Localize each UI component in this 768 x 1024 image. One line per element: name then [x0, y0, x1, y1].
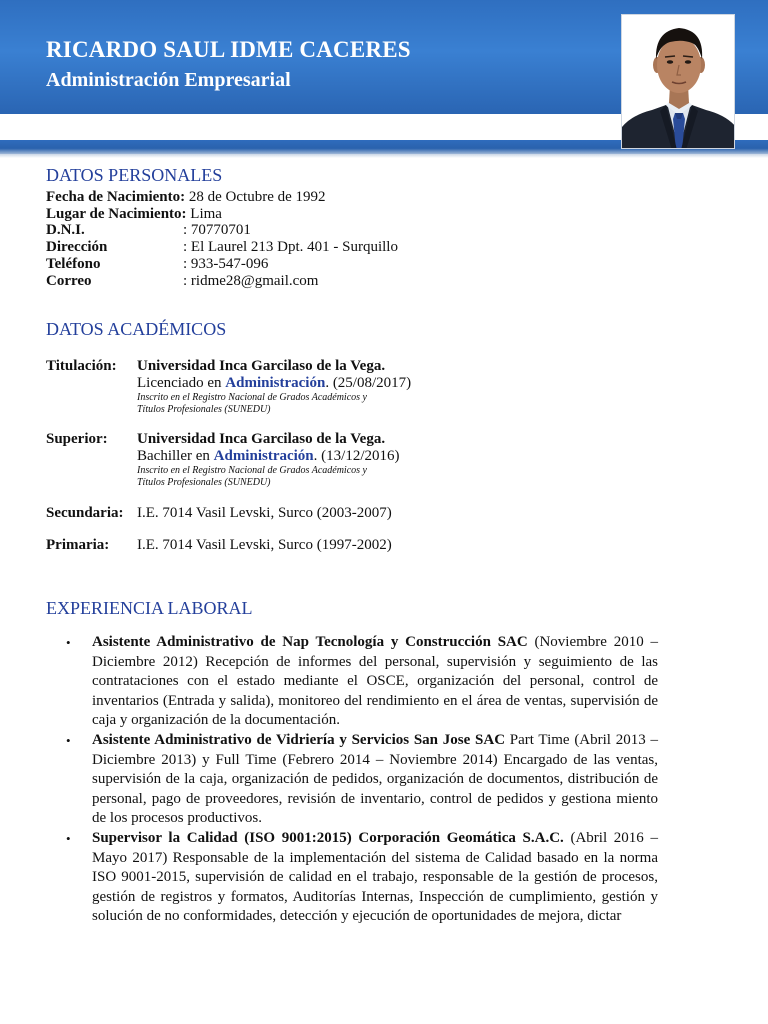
phone-value: : 933-547-096: [183, 256, 269, 272]
experience-item: [66, 633, 658, 731]
experience-description: Part Time (Abril 2013 – Diciembre 2013) y Full Time (Febrero 2014 – Noviembre 2014) Encargado de las ventas, supervisión de la caja, organización de pedidos, organización de documentos, distribución de personal, pago de proveedores, revisión de inventario, control de pedidos y gestiona miento de los procesos productivos.: [92, 732, 658, 826]
experience-description: (Noviembre 2010 – Diciembre 2012) Recepción de informes del personal, supervisión y seguimiento de las contrataciones con el estado mediante el OSCE, organización del personal, control de inventarios (Entrada y salida), monitoreo del rendimiento en el área de ventas, supervisión de caja y organización de la documentación.: [92, 634, 658, 728]
titulacion-note-line1: Inscrito en el Registro Nacional de Grados Académicos y: [137, 392, 367, 403]
experience-item-text: [92, 633, 658, 731]
bullet-icon: •: [66, 635, 71, 650]
address-value: : El Laurel 213 Dpt. 401 - Surquillo: [183, 239, 398, 255]
superior-degree-date: . (13/12/2016): [313, 448, 400, 464]
bullet-icon: •: [66, 733, 71, 748]
experience-item: [66, 731, 658, 829]
secundaria-label: Secundaria:: [46, 505, 124, 521]
titulacion-degree: [137, 375, 411, 392]
experience-item-text: [92, 829, 658, 927]
address-label: Dirección: [46, 239, 108, 255]
experience-role: Supervisor la Calidad (ISO 9001:2015) Corporación Geomática S.A.C.: [92, 830, 564, 846]
dni-row: [46, 222, 251, 239]
header-shadow: [0, 154, 768, 158]
titulacion-institution: Universidad Inca Garcilaso de la Vega.: [137, 358, 386, 374]
dni-label: D.N.I.: [46, 222, 85, 238]
experience-role: Asistente Administrativo de Nap Tecnología y Construcción SAC: [92, 634, 528, 650]
superior-institution: Universidad Inca Garcilaso de la Vega.: [137, 431, 386, 447]
titulacion-degree-field: Administración: [225, 375, 326, 391]
birth-date-row: [46, 189, 326, 206]
email-value: : ridme28@gmail.com: [183, 273, 319, 289]
experience-item-text: [92, 731, 658, 829]
primaria-value: I.E. 7014 Vasil Levski, Surco (1997-2002): [137, 537, 392, 553]
candidate-career: Administración Empresarial: [46, 69, 291, 91]
bullet-icon: •: [66, 831, 71, 846]
superior-note-line2: Títulos Profesionales (SUNEDU): [137, 477, 271, 488]
titulacion-label: Titulación:: [46, 358, 117, 374]
birth-date-value: 28 de Octubre de 1992: [188, 189, 326, 205]
section-title-academic: DATOS ACADÉMICOS: [46, 319, 227, 339]
birth-place-row: [46, 206, 222, 223]
profile-photo: [621, 14, 735, 149]
section-title-experience: EXPERIENCIA LABORAL: [46, 598, 253, 618]
superior-note-line1: Inscrito en el Registro Nacional de Grados Académicos y: [137, 465, 367, 476]
dni-value: : 70770701: [183, 222, 251, 238]
superior-degree-prefix: Bachiller en: [137, 448, 214, 464]
birth-place-value: Lima: [190, 206, 222, 222]
candidate-name: RICARDO SAUL IDME CACERES: [46, 37, 411, 62]
superior-degree: [137, 448, 399, 465]
superior-degree-field: Administración: [213, 448, 314, 464]
birth-date-label: Fecha de Nacimiento:: [46, 189, 186, 205]
titulacion-note-line2: Títulos Profesionales (SUNEDU): [137, 404, 271, 415]
titulacion-entry: [137, 358, 411, 416]
phone-row: [46, 256, 268, 273]
experience-description: (Abril 2016 – Mayo 2017) Responsable de la implementación del sistema de Calidad basado en la norma ISO 9001-2015, supervisión de calidad en el trabajo, responsable de la gestión de procesos, gestión de registros y formatos, Auditorías Internas, Inspección de cumplimiento, gestión y solución de no conformidades, detección y ejecución de oportunidades de mejora, dictar: [92, 830, 658, 924]
section-title-personal: DATOS PERSONALES: [46, 165, 223, 185]
email-row: [46, 273, 318, 290]
titulacion-degree-date: . (25/08/2017): [325, 375, 412, 391]
secundaria-value: I.E. 7014 Vasil Levski, Surco (2003-2007): [137, 505, 392, 521]
titulacion-degree-prefix: Licenciado en: [137, 375, 226, 391]
email-label: Correo: [46, 273, 92, 289]
address-row: [46, 239, 398, 256]
superior-entry: [137, 431, 399, 489]
experience-role: Asistente Administrativo de Vidriería y Servicios San Jose SAC: [92, 732, 506, 748]
phone-label: Teléfono: [46, 256, 101, 272]
superior-label: Superior:: [46, 431, 108, 447]
birth-place-label: Lugar de Nacimiento:: [46, 206, 187, 222]
primaria-label: Primaria:: [46, 537, 110, 553]
experience-item: [66, 829, 658, 927]
